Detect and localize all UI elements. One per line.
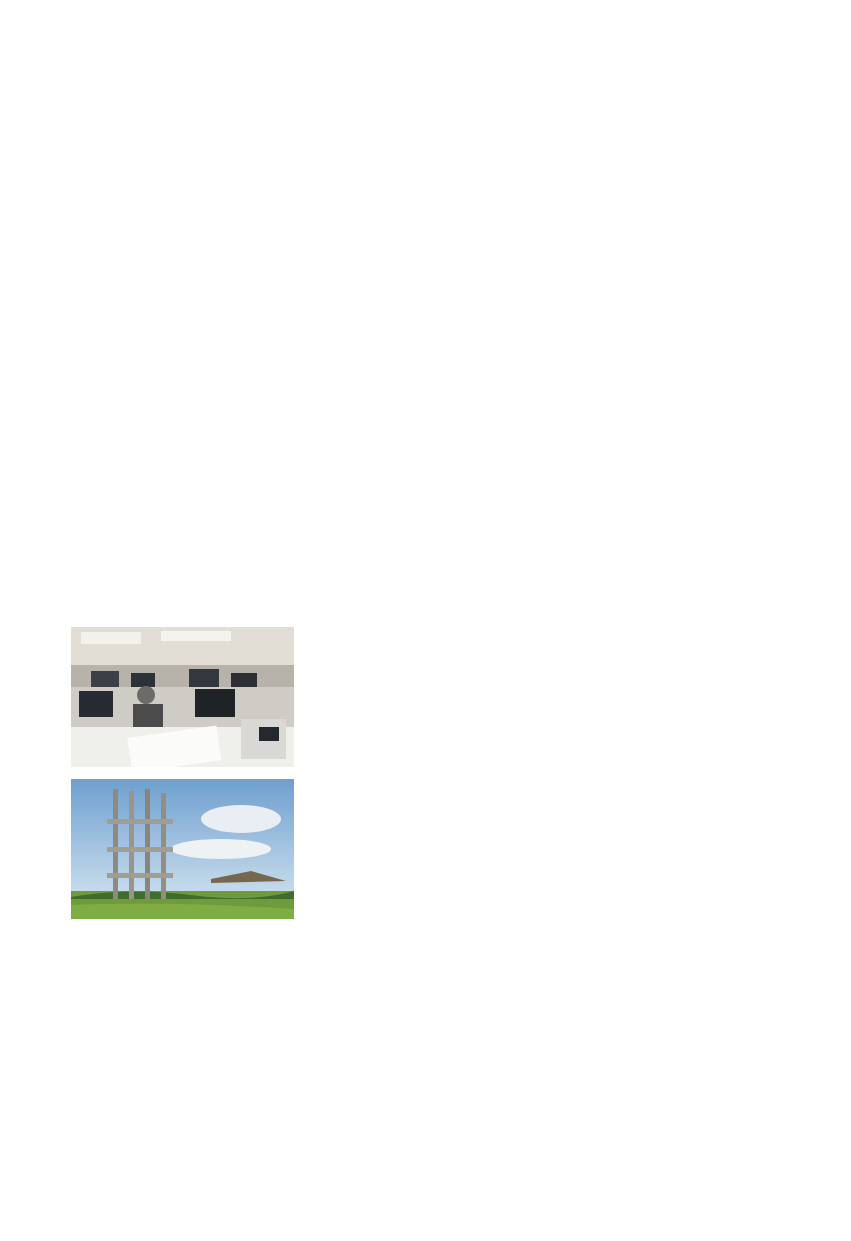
sannai-maruyama-photo (71, 779, 294, 919)
article-lower-text (326, 630, 776, 1182)
newsroom-photo (71, 627, 294, 767)
article-upper-text (66, 62, 776, 614)
